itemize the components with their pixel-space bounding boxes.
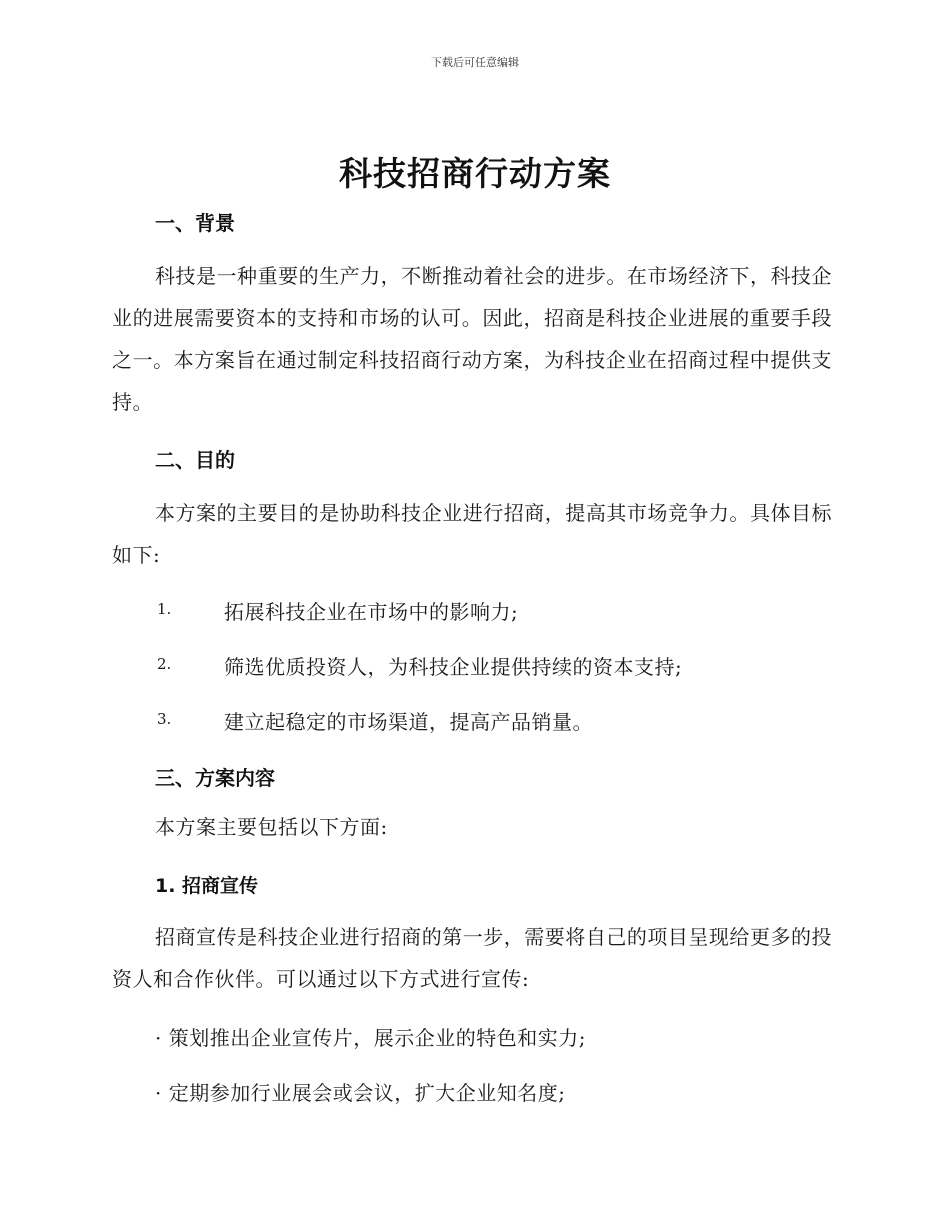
paragraph-background: 科技是一种重要的生产力，不断推动着社会的进步。在市场经济下，科技企业的进展需要资本的支持和市场的认可。因此，招商是科技企业进展的重要手段之一。本方案旨在通过制定科技招商行动方案，为科技企业在招商过程中提供支持。	[112, 264, 832, 414]
section-heading-background: 一、背景	[155, 211, 235, 235]
section-heading-purpose: 二、目的	[155, 448, 235, 472]
list-item-number: 1.	[157, 600, 172, 618]
bullet-item: · 定期参加行业展会或会议，扩大企业知名度;	[155, 1081, 566, 1105]
list-item-number: 2.	[157, 655, 172, 673]
list-item-text: 筛选优质投资人，为科技企业提供持续的资本支持;	[224, 655, 683, 679]
section-heading-content: 三、方案内容	[155, 766, 275, 790]
page-header: 下载后可任意编辑	[431, 56, 519, 69]
list-item-number: 3.	[157, 710, 172, 728]
bullet-item: · 策划推出企业宣传片，展示企业的特色和实力;	[155, 1026, 586, 1050]
paragraph-promotion: 招商宣传是科技企业进行招商的第一步，需要将自己的项目呈现给更多的投资人和合作伙伴。可以通过以下方式进行宣传:	[112, 925, 832, 991]
paragraph-purpose: 本方案的主要目的是协助科技企业进行招商，提高其市场竞争力。具体目标如下:	[112, 501, 832, 567]
list-item-text: 拓展科技企业在市场中的影响力;	[224, 600, 519, 624]
list-item-text: 建立起稳定的市场渠道，提高产品销量。	[224, 710, 593, 734]
paragraph-content-intro: 本方案主要包括以下方面:	[155, 815, 388, 839]
subsection-heading-promotion: 1. 招商宣传	[155, 875, 259, 897]
document-title: 科技招商行动方案	[339, 154, 611, 193]
